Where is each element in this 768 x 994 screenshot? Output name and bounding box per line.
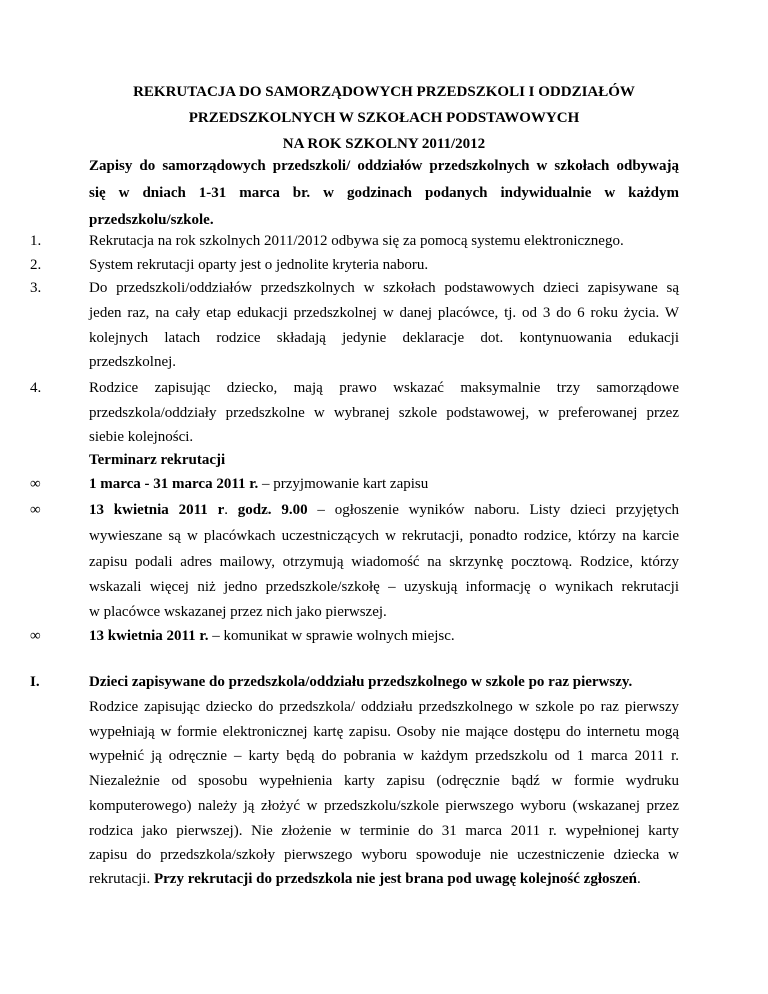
schedule-item-1: [89, 474, 679, 494]
section-line: zapisu do przedszkola/szkoły pierwszego wyboru spowoduje nie uczestniczenie dziecka w: [89, 847, 679, 863]
list-item-text: Rekrutacja na rok szkolnych 2011/2012 odbywa się za pomocą systemu elektronicznego.: [89, 233, 624, 249]
schedule-time: godz. 9.00: [237, 502, 308, 518]
intro-line-1: Zapisy do samorządowych przedszkoli/ oddziałów przedszkolnych w szkołach odbywają: [89, 158, 679, 174]
schedule-separator: .: [224, 502, 238, 518]
intro-line-3: przedszkolu/szkole.: [89, 212, 214, 228]
section-line: wypełniają w formie elektronicznej kartę zapisu. Osoby nie mające dostępu do internetu mogą: [89, 724, 679, 740]
section-last-line: [89, 869, 679, 889]
schedule-date: 13 kwietnia 2011 r.: [89, 628, 209, 644]
schedule-date: 1 marca - 31 marca 2011 r.: [89, 476, 259, 492]
section-number: I.: [30, 674, 40, 690]
list-number: 2.: [30, 257, 42, 273]
schedule-item-2: [89, 500, 679, 520]
title-line-2: PRZEDSZKOLNYCH W SZKOŁACH PODSTAWOWYCH: [188, 110, 580, 126]
list-number: 1.: [30, 233, 42, 249]
schedule-heading: Terminarz rekrutacji: [89, 452, 226, 468]
schedule-desc: – ogłoszenie wyników naboru. Listy dzieci przyjętych: [307, 502, 680, 518]
schedule-item-2-line: wskazali więcej niż jedno przedszkole/szkołę – uzyskują informację o wynikach rekrutacji: [89, 579, 679, 595]
infinity-bullet-icon: ∞: [30, 628, 41, 644]
list-item-text: Do przedszkoli/oddziałów przedszkolnych w szkołach podstawowych dzieci zapisywane są: [89, 280, 679, 296]
intro-line-2: się w dniach 1-31 marca br. w godzinach podanych indywidualnie w każdym: [89, 185, 679, 201]
schedule-item-2-line: w placówce wskazanej przez nich jako pierwszej.: [89, 604, 387, 620]
schedule-item-2-line: zapisu podali adres mailowy, otrzymują wiadomość na skrzynkę pocztową. Rodzice, którzy: [89, 554, 679, 570]
section-period: .: [637, 871, 641, 887]
list-item-text: Rodzice zapisując dziecko, mają prawo wskazać maksymalnie trzy samorządowe: [89, 380, 679, 396]
list-number: 4.: [30, 380, 42, 396]
schedule-item-2-line: wywieszane są w placówkach uczestniczących w rekrutacji, ponadto rodzice, którzy na karcie: [89, 528, 679, 544]
title-line-1: REKRUTACJA DO SAMORZĄDOWYCH PRZEDSZKOLI I ODDZIAŁÓW: [133, 84, 635, 100]
section-line: Rodzice zapisując dziecko do przedszkola/ oddziału przedszkolnego w szkole po raz pierwszy: [89, 699, 679, 715]
list-item-text: przedszkolnej.: [89, 354, 177, 370]
list-item-text: przedszkola/oddziały przedszkolne w wybranej szkole podstawowej, w preferowanej przez: [89, 405, 679, 421]
schedule-desc: – komunikat w sprawie wolnych miejsc.: [208, 628, 455, 644]
schedule-item-3: [89, 626, 679, 646]
infinity-bullet-icon: ∞: [30, 476, 41, 492]
infinity-bullet-icon: ∞: [30, 502, 41, 518]
section-line: rodzica jako pierwszej). Nie złożenie w terminie do 31 marca 2011 r. wypełnionej karty: [89, 823, 679, 839]
list-item-text: jeden raz, na cały etap edukacji przedszkolnej w danej placówce, tj. od 3 do 6 roku życia. W: [89, 305, 679, 321]
section-line: Niezależnie od sposobu wypełnienia karty zapisu (odręcznie bądź w formie wydruku: [89, 773, 679, 789]
list-number: 3.: [30, 280, 42, 296]
section-emphasis: Przy rekrutacji do przedszkola nie jest brana pod uwagę kolejność zgłoszeń: [153, 871, 637, 887]
list-item-text: kolejnych latach rodzice składają jedynie deklaracje dot. kontynuowania edukacji: [89, 330, 679, 346]
list-item-text: System rekrutacji oparty jest o jednolite kryteria naboru.: [89, 257, 429, 273]
schedule-date: 13 kwietnia 2011 r: [89, 502, 225, 518]
section-heading: Dzieci zapisywane do przedszkola/oddziału przedszkolnego w szkole po raz pierwszy.: [89, 674, 633, 690]
section-line: wypełnić ją odręcznie – karty będą do pobrania w każdym przedszkolu od 1 marca 2011 r.: [89, 748, 679, 764]
list-item-text: siebie kolejności.: [89, 429, 194, 445]
section-text: rekrutacji.: [89, 871, 154, 887]
section-line: komputerowego) należy ją złożyć w przedszkolu/szkole pierwszego wyboru (wskazanej przez: [89, 798, 679, 814]
schedule-desc: – przyjmowanie kart zapisu: [258, 476, 429, 492]
title-line-3: NA ROK SZKOLNY 2011/2012: [282, 136, 486, 152]
